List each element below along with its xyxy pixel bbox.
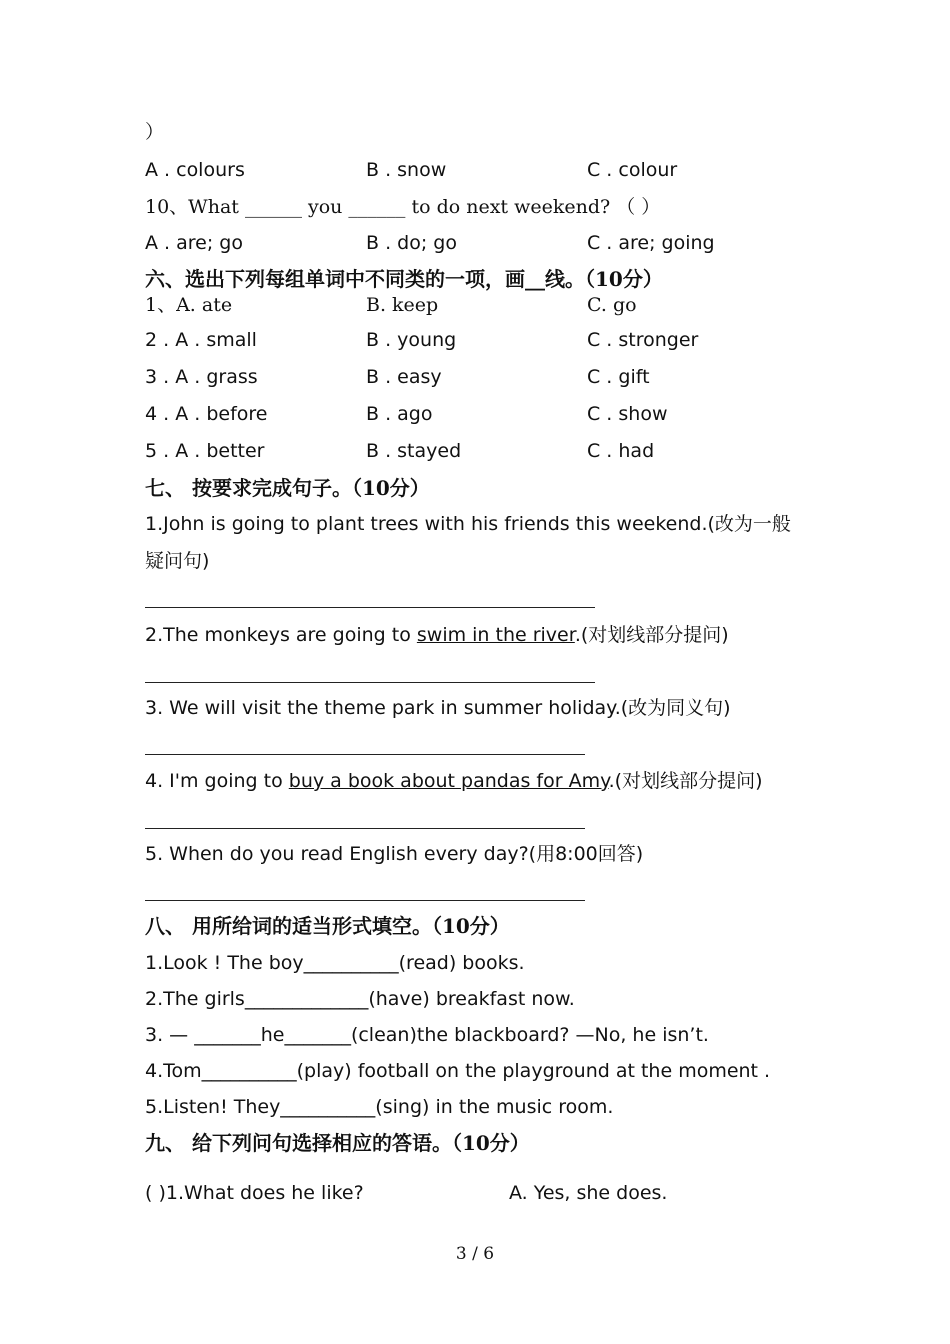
s9-answer-a: A. Yes, she does. bbox=[509, 1182, 668, 1204]
q10-text: 10、What ______ you ______ to do next weekend? （ ） bbox=[145, 196, 661, 218]
s7-q2-answer-line bbox=[145, 682, 595, 683]
s7-q5: 5. When do you read English every day?(用8:00回答) bbox=[145, 843, 644, 865]
s6-r2-c: C . stronger bbox=[587, 329, 699, 351]
s7-q2 bbox=[145, 623, 729, 647]
s6-r2-b: B . young bbox=[366, 329, 457, 351]
s6-r5-a: 5 . A . better bbox=[145, 440, 265, 462]
s9-question-1: ( )1.What does he like? bbox=[145, 1182, 364, 1204]
s7-q3: 3. We will visit the theme park in summer holiday.(改为同义句) bbox=[145, 697, 731, 719]
s6-r2-a: 2 . A . small bbox=[145, 329, 257, 351]
page-number: 3 / 6 bbox=[455, 1244, 495, 1264]
q9-bracket-continuation: ） bbox=[145, 121, 165, 143]
s6-r1-c: C. go bbox=[587, 294, 637, 316]
q10-option-b: B . do; go bbox=[366, 232, 457, 254]
s7-q1-answer-line bbox=[145, 607, 595, 608]
s6-r3-b: B . easy bbox=[366, 366, 442, 388]
q9-option-b: B . snow bbox=[366, 159, 447, 181]
s7-q3-answer-line bbox=[145, 754, 585, 755]
s8-item-5: 5.Listen! They__________(sing) in the music room. bbox=[145, 1096, 614, 1118]
section8-title: 八、 用所给词的适当形式填空。（10分） bbox=[145, 914, 510, 938]
s6-r5-b: B . stayed bbox=[366, 440, 462, 462]
s7-q1-line1: 1.John is going to plant trees with his friends this weekend.(改为一般 bbox=[145, 513, 791, 535]
q9-option-a: A . colours bbox=[145, 159, 245, 181]
s6-r3-a: 3 . A . grass bbox=[145, 366, 258, 388]
s7-q4-post: .(对划线部分提问) bbox=[608, 770, 763, 792]
s6-r3-c: C . gift bbox=[587, 366, 650, 388]
section6-title: 六、选出下列每组单词中不同类的一项，画__线。（10分） bbox=[145, 267, 663, 291]
q10-option-a: A . are; go bbox=[145, 232, 243, 254]
s8-item-1: 1.Look ! The boy__________(read) books. bbox=[145, 952, 525, 974]
s7-q4-answer-line bbox=[145, 828, 585, 829]
s6-r4-a: 4 . A . before bbox=[145, 403, 268, 425]
s6-r1-a: 1、A. ate bbox=[145, 294, 233, 316]
section7-title: 七、 按要求完成句子。（10分） bbox=[145, 476, 430, 500]
s8-item-3: 3. — _______he_______(clean)the blackboard? —No, he isn’t. bbox=[145, 1024, 709, 1046]
s6-r1-b: B. keep bbox=[366, 294, 439, 316]
section9-title: 九、 给下列问句选择相应的答语。（10分） bbox=[145, 1131, 530, 1155]
s7-q4-underlined: buy a book about pandas for Amy bbox=[288, 770, 609, 792]
s7-q2-underlined: swim in the river bbox=[416, 624, 575, 646]
s7-q4 bbox=[145, 769, 763, 793]
s6-r4-b: B . ago bbox=[366, 403, 433, 425]
s7-q2-pre: 2.The monkeys are going to bbox=[145, 624, 417, 646]
s8-item-4: 4.Tom__________(play) football on the playground at the moment . bbox=[145, 1060, 771, 1082]
s7-q1-line2: 疑问句) bbox=[145, 550, 210, 572]
s8-item-2: 2.The girls_____________(have) breakfast now. bbox=[145, 988, 575, 1010]
s7-q5-answer-line bbox=[145, 900, 585, 901]
s6-r4-c: C . show bbox=[587, 403, 668, 425]
s7-q2-post: .(对划线部分提问) bbox=[574, 624, 729, 646]
q10-option-c: C . are; going bbox=[587, 232, 715, 254]
s6-r5-c: C . had bbox=[587, 440, 655, 462]
s7-q4-pre: 4. I'm going to bbox=[145, 770, 289, 792]
q9-option-c: C . colour bbox=[587, 159, 678, 181]
